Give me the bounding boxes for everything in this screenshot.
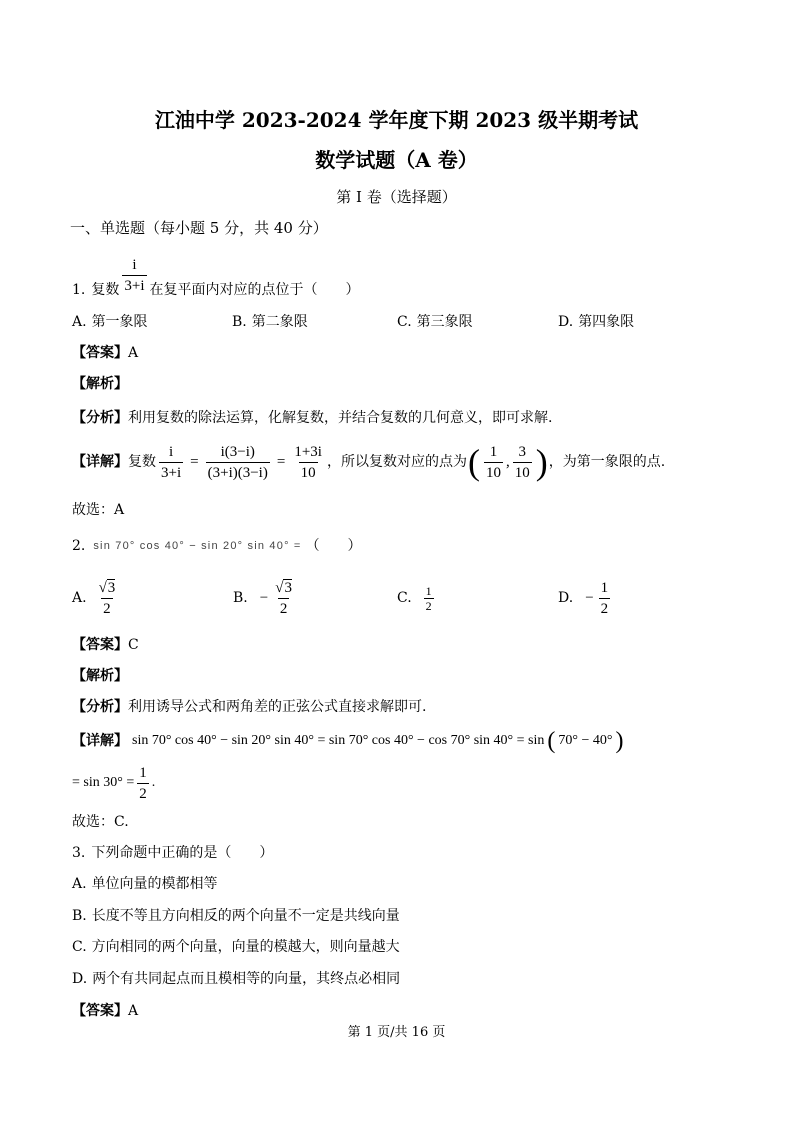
- method-line: [72, 697, 426, 717]
- question-number: 2.: [72, 538, 86, 554]
- detail-label: 【详解】: [72, 733, 128, 749]
- conclusion-line: 故选：A: [72, 502, 125, 518]
- minus-sign: −: [259, 590, 269, 606]
- fraction: [599, 578, 611, 619]
- detail-line: [72, 721, 626, 761]
- radical-sign: √: [275, 579, 284, 596]
- option-a: [72, 312, 148, 332]
- option-key: B.: [232, 314, 247, 330]
- option-key: C.: [397, 314, 412, 330]
- fraction-denominator: (3+i)(3−i): [206, 462, 270, 483]
- fraction: [97, 578, 118, 619]
- exam-title: 江油中学 2023-2024 学年度下期 2023 级半期考试: [154, 108, 639, 132]
- page-number: 第 1 页/共 16 页: [347, 1025, 446, 1040]
- question-1-prefix: 复数: [91, 282, 120, 298]
- fraction-denominator: 2: [599, 598, 611, 619]
- question-2-expression: sin 70° cos 40° − sin 20° sin 40° =: [93, 540, 302, 552]
- fraction-denominator: 10: [299, 462, 318, 483]
- fraction: [137, 763, 149, 804]
- option-b: [232, 312, 308, 332]
- option-text: 方向相同的两个向量，向量的模越大，则向量越大: [91, 939, 400, 955]
- radicand: 3: [284, 579, 292, 596]
- detail-line: [72, 438, 665, 486]
- option-b: [72, 906, 400, 926]
- option-key: A.: [72, 876, 87, 892]
- fraction-denominator: 2: [425, 598, 432, 613]
- detail-expression: = sin 30° =: [72, 775, 135, 790]
- equals-sign: =: [190, 454, 199, 470]
- option-text: 第一象限: [91, 314, 148, 330]
- detail-expression: sin 70° cos 40° − sin 20° sin 40° = sin 70° cos 40° − cos 70° sin 40° = sin: [132, 733, 545, 748]
- option-c: [397, 312, 473, 332]
- fraction-numerator: 1: [425, 583, 432, 598]
- option-key: D.: [558, 314, 574, 330]
- option-d: [72, 969, 400, 989]
- parenthesis-content: 70° − 40°: [558, 733, 613, 748]
- answer-value: C: [128, 637, 139, 653]
- radical-sign: √: [98, 579, 107, 596]
- fraction: [484, 442, 503, 483]
- fraction: [292, 442, 324, 483]
- detail-lead: 复数: [128, 454, 156, 470]
- detail-tail-text: ，为第一象限的点.: [548, 454, 666, 470]
- option-text: 两个有共同起点而且模相等的向量，其终点必相同: [92, 971, 401, 987]
- fraction-numerator: 1: [139, 764, 147, 781]
- period: .: [151, 775, 156, 790]
- fraction-denominator: 3+i: [159, 462, 183, 483]
- radicand: 3: [107, 579, 116, 596]
- answer-blank: （ ）: [305, 538, 362, 554]
- fraction-numerator: 3: [518, 443, 526, 460]
- answer-line: [72, 343, 138, 363]
- option-c: [72, 937, 400, 957]
- part-heading: 第 I 卷（选择题）: [336, 188, 457, 206]
- option-text: 第二象限: [251, 314, 308, 330]
- fraction-denominator: 2: [101, 598, 113, 619]
- fraction: [513, 442, 532, 483]
- question-2-stem: [72, 536, 362, 556]
- method-text: 利用复数的除法运算，化解复数，并结合复数的几何意义，即可求解.: [128, 410, 553, 426]
- fraction: [159, 442, 183, 483]
- open-parenthesis: (: [547, 728, 556, 754]
- question-1-suffix: 在复平面内对应的点位于（ ）: [149, 282, 360, 298]
- answer-line: [72, 635, 139, 655]
- fraction-denominator: 10: [484, 462, 503, 483]
- fraction-numerator: [273, 578, 294, 598]
- fraction-numerator: i: [132, 257, 137, 273]
- option-key: C.: [72, 939, 87, 955]
- fraction: [273, 578, 294, 619]
- fraction: [122, 255, 146, 296]
- method-label: 【分析】: [72, 699, 128, 715]
- equals-sign: =: [276, 454, 286, 470]
- fraction-numerator: 1: [600, 579, 609, 596]
- exam-subtitle: 数学试题（A 卷）: [315, 148, 478, 172]
- option-d: [558, 574, 613, 622]
- option-key: D.: [558, 590, 574, 606]
- question-number: 1.: [72, 282, 86, 298]
- question-3-text: 下列命题中正确的是（ ）: [91, 845, 274, 861]
- option-d: [558, 312, 634, 332]
- analysis-label: 【解析】: [72, 376, 128, 392]
- fraction-numerator: 1: [489, 443, 498, 460]
- detail-line-continued: [72, 761, 155, 805]
- answer-label: 【答案】: [72, 345, 128, 361]
- analysis-line: [72, 666, 128, 686]
- option-key: C.: [397, 590, 412, 606]
- answer-line: [72, 1001, 138, 1021]
- method-text: 利用诱导公式和两角差的正弦公式直接求解即可.: [128, 699, 427, 715]
- comma: ,: [505, 454, 510, 470]
- method-label: 【分析】: [72, 410, 128, 426]
- option-key: B.: [72, 908, 87, 924]
- detail-middle-text: ，所以复数对应的点为: [326, 454, 467, 470]
- question-1-stem: [72, 254, 360, 300]
- option-c: [397, 574, 437, 622]
- option-text: 第三象限: [416, 314, 473, 330]
- analysis-label: 【解析】: [72, 668, 128, 684]
- fraction: [206, 442, 270, 483]
- option-b: [233, 574, 297, 622]
- fraction-denominator: 3+i: [122, 275, 146, 296]
- answer-value: A: [128, 1003, 139, 1019]
- question-3-stem: [72, 843, 273, 863]
- fraction-numerator: 1+3i: [294, 443, 322, 460]
- option-key: A.: [72, 590, 87, 606]
- answer-label: 【答案】: [72, 637, 128, 653]
- option-text: 第四象限: [578, 314, 635, 330]
- minus-sign: −: [585, 590, 594, 606]
- close-parenthesis: ): [535, 442, 548, 482]
- section-heading: 一、单选题（每小题 5 分，共 40 分）: [70, 219, 328, 237]
- fraction-denominator: 10: [513, 462, 532, 483]
- option-key: D.: [72, 971, 88, 987]
- answer-label: 【答案】: [72, 1003, 128, 1019]
- fraction-numerator: [97, 578, 118, 598]
- fraction-numerator: i: [168, 443, 174, 460]
- fraction-denominator: 2: [278, 598, 290, 619]
- question-number: 3.: [72, 845, 86, 861]
- option-a: [72, 874, 218, 894]
- option-key: B.: [233, 590, 248, 606]
- analysis-line: [72, 374, 128, 394]
- option-text: 单位向量的模都相等: [91, 876, 218, 892]
- conclusion-line: 故选：C.: [72, 814, 129, 830]
- option-key: A.: [72, 314, 87, 330]
- answer-value: A: [128, 345, 139, 361]
- open-parenthesis: (: [467, 442, 480, 482]
- option-text: 长度不等且方向相反的两个向量不一定是共线向量: [91, 908, 400, 924]
- option-a: [72, 574, 120, 622]
- detail-label: 【详解】: [72, 454, 128, 470]
- fraction-denominator: 2: [137, 783, 149, 804]
- method-line: [72, 408, 552, 428]
- fraction: [424, 584, 434, 613]
- close-parenthesis: ): [615, 728, 624, 754]
- fraction-numerator: i(3−i): [220, 443, 255, 460]
